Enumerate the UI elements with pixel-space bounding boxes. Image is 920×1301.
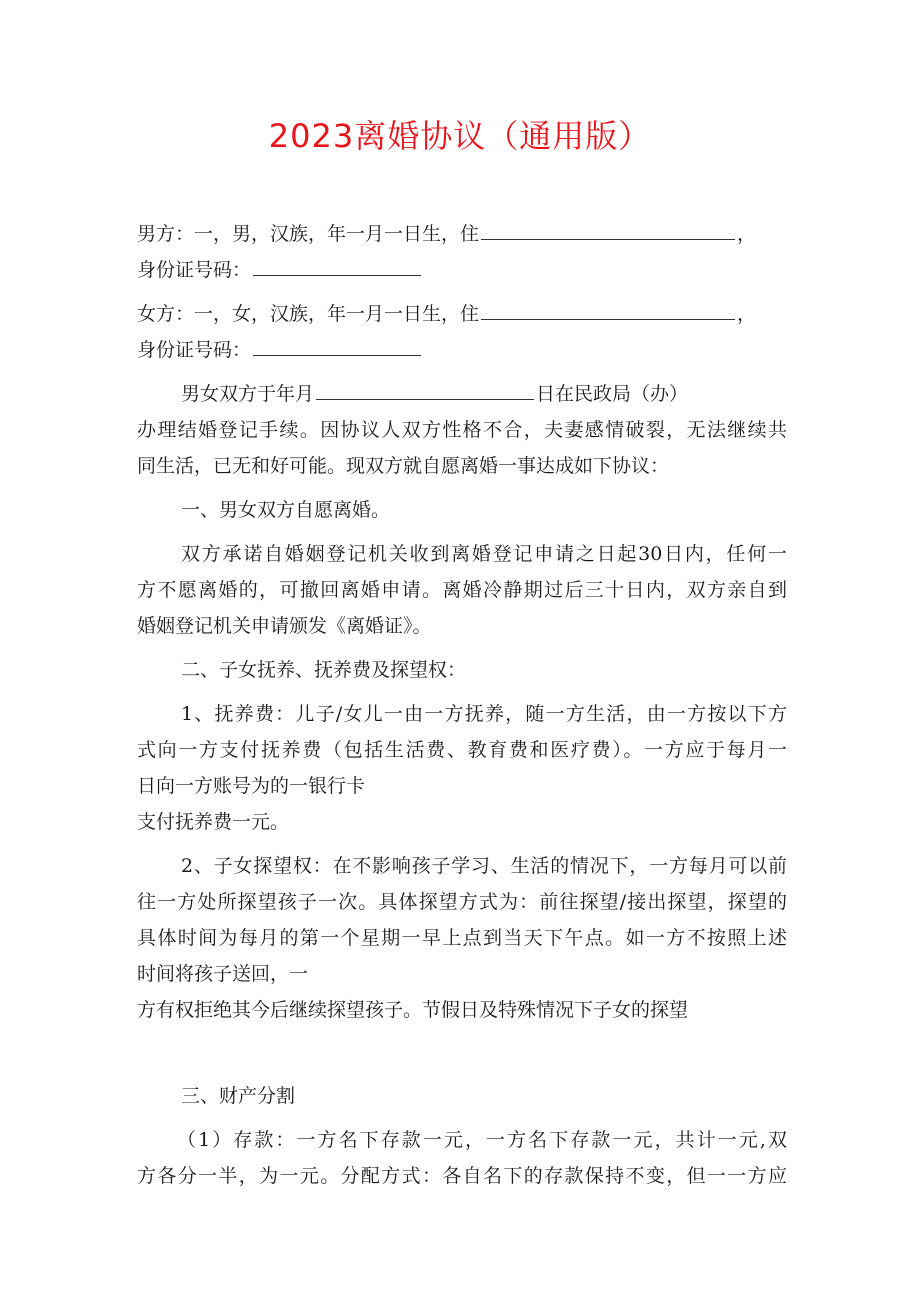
section2-item2-line-4: 时间将孩子送回，一: [137, 963, 309, 985]
female-id-line: [137, 332, 787, 368]
female-id-label: 身份证号码：: [137, 339, 252, 361]
section1-line-2: 方不愿离婚的，可撤回离婚申请。离婚冷静期过后三十日内，双方亲自到: [137, 579, 787, 601]
female-address-blank: [481, 299, 735, 320]
section3-item1-line-1: （1）存款：一方名下存款一元，一方名下存款一元，共计一元,双: [177, 1129, 787, 1151]
section1-line-3: 婚姻登记机关申请颁发《离婚证》。: [137, 615, 432, 637]
intro-line-2: 办理结婚登记手续。因协议人双方性格不合，夫妻感情破裂，无法继续共: [137, 419, 787, 441]
section2-item2-line-2: 往一方处所探望孩子一次。具体探望方式为：前往探望/接出探望，探望的: [137, 891, 787, 913]
section2-item2-line-3: 具体时间为每月的第一个星期一早上点到当天下午点。如一方不按照上述: [137, 927, 787, 949]
male-address-blank: [481, 219, 735, 240]
section2-item2-line-1: 2、子女探望权：在不影响孩子学习、生活的情况下，一方每月可以前: [181, 855, 787, 877]
male-id-blank: [253, 255, 421, 276]
female-party-end: ，: [737, 303, 757, 325]
section2-item1-line-2: 式向一方支付抚养费（包括生活费、教育费和医疗费）。一方应于每月一: [137, 739, 787, 761]
section2-item1-line-4: 支付抚养费一元。: [137, 811, 290, 833]
female-id-blank: [253, 335, 421, 356]
male-party-text: 男方：一，男，汉族，年一月一日生，住: [137, 223, 480, 245]
section1-line-1: 双方承诺自婚姻登记机关收到离婚登记申请之日起30日内，任何一: [181, 543, 787, 565]
section2-item1-line-1: 1、抚养费：儿子/女儿一由一方抚养，随一方生活，由一方按以下方: [181, 703, 787, 725]
female-party-line: [137, 296, 787, 332]
intro-line-3: 同生活，已无和好可能。现双方就自愿离婚一事达成如下协议：: [137, 455, 670, 477]
section-gap: [137, 1028, 787, 1078]
male-id-label: 身份证号码：: [137, 259, 252, 281]
intro-start: 男女双方于年月: [181, 383, 315, 405]
section3-item1-line-2: 方各分一半，为一元。分配方式：各自名下的存款保持不变，但一一方应: [137, 1165, 787, 1187]
male-party-line: [137, 216, 787, 252]
section2-item1-line-3: 日向一方账号为的一银行卡: [137, 775, 366, 797]
document-title: 2023离婚协议（通用版）: [268, 117, 652, 155]
marriage-date-blank: [316, 379, 534, 400]
section3-heading: 三、财产分割: [181, 1085, 296, 1107]
intro-line-1: [137, 376, 787, 412]
section2-item2-line-5: 方有权拒绝其今后继续探望孩子。节假日及特殊情况下子女的探望: [137, 999, 689, 1021]
document-body: [137, 216, 787, 1194]
male-party-end: ，: [737, 223, 757, 245]
section2-heading: 二、子女抚养、抚养费及探望权：: [181, 659, 467, 681]
section1-heading: 一、男女双方自愿离婚。: [181, 499, 391, 521]
intro-end: 日在民政局（办）: [536, 383, 689, 405]
female-party-text: 女方：一，女，汉族，年一月一日生，住: [137, 303, 480, 325]
male-id-line: [137, 252, 787, 288]
